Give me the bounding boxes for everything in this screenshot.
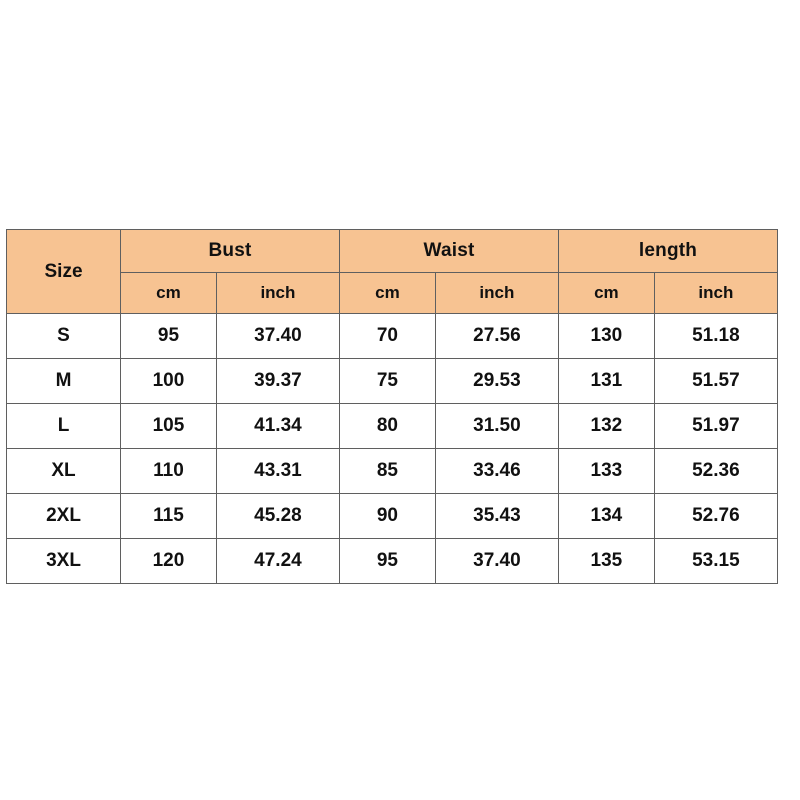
cell-length-cm: 134 — [558, 494, 654, 539]
size-chart-table — [6, 229, 778, 584]
column-header-length-inch: inch — [654, 273, 777, 314]
cell-waist-cm: 70 — [340, 314, 436, 359]
header-row-units — [7, 273, 778, 314]
table-row — [7, 404, 778, 449]
cell-length-inch: 51.18 — [654, 314, 777, 359]
cell-bust-inch: 37.40 — [216, 314, 339, 359]
cell-waist-inch: 27.56 — [435, 314, 558, 359]
cell-waist-cm: 80 — [340, 404, 436, 449]
cell-bust-cm: 100 — [121, 359, 217, 404]
cell-bust-inch: 47.24 — [216, 539, 339, 584]
cell-waist-inch: 31.50 — [435, 404, 558, 449]
table-row — [7, 494, 778, 539]
cell-waist-cm: 85 — [340, 449, 436, 494]
cell-bust-inch: 39.37 — [216, 359, 339, 404]
cell-bust-cm: 120 — [121, 539, 217, 584]
cell-length-inch: 52.76 — [654, 494, 777, 539]
cell-bust-cm: 105 — [121, 404, 217, 449]
size-chart-container — [6, 229, 778, 584]
table-header — [7, 230, 778, 314]
cell-size: XL — [7, 449, 121, 494]
cell-waist-cm: 90 — [340, 494, 436, 539]
column-group-bust: Bust — [121, 230, 340, 273]
cell-bust-inch: 43.31 — [216, 449, 339, 494]
cell-size: S — [7, 314, 121, 359]
cell-size: M — [7, 359, 121, 404]
cell-length-inch: 53.15 — [654, 539, 777, 584]
column-header-bust-inch: inch — [216, 273, 339, 314]
cell-length-inch: 52.36 — [654, 449, 777, 494]
cell-length-cm: 133 — [558, 449, 654, 494]
cell-waist-cm: 75 — [340, 359, 436, 404]
cell-length-cm: 135 — [558, 539, 654, 584]
cell-waist-cm: 95 — [340, 539, 436, 584]
column-header-waist-cm: cm — [340, 273, 436, 314]
cell-length-cm: 130 — [558, 314, 654, 359]
column-header-length-cm: cm — [558, 273, 654, 314]
column-group-length: length — [558, 230, 777, 273]
column-header-size: Size — [7, 230, 121, 314]
table-row — [7, 539, 778, 584]
column-header-bust-cm: cm — [121, 273, 217, 314]
cell-waist-inch: 29.53 — [435, 359, 558, 404]
header-row-groups — [7, 230, 778, 273]
table-row — [7, 314, 778, 359]
cell-waist-inch: 35.43 — [435, 494, 558, 539]
cell-bust-cm: 110 — [121, 449, 217, 494]
table-row — [7, 359, 778, 404]
cell-bust-cm: 95 — [121, 314, 217, 359]
cell-bust-cm: 115 — [121, 494, 217, 539]
cell-waist-inch: 33.46 — [435, 449, 558, 494]
cell-length-inch: 51.57 — [654, 359, 777, 404]
column-group-waist: Waist — [340, 230, 559, 273]
cell-waist-inch: 37.40 — [435, 539, 558, 584]
cell-length-inch: 51.97 — [654, 404, 777, 449]
column-header-waist-inch: inch — [435, 273, 558, 314]
cell-size: 2XL — [7, 494, 121, 539]
cell-bust-inch: 45.28 — [216, 494, 339, 539]
cell-bust-inch: 41.34 — [216, 404, 339, 449]
cell-length-cm: 132 — [558, 404, 654, 449]
cell-size: 3XL — [7, 539, 121, 584]
cell-length-cm: 131 — [558, 359, 654, 404]
table-body — [7, 314, 778, 584]
table-row — [7, 449, 778, 494]
cell-size: L — [7, 404, 121, 449]
